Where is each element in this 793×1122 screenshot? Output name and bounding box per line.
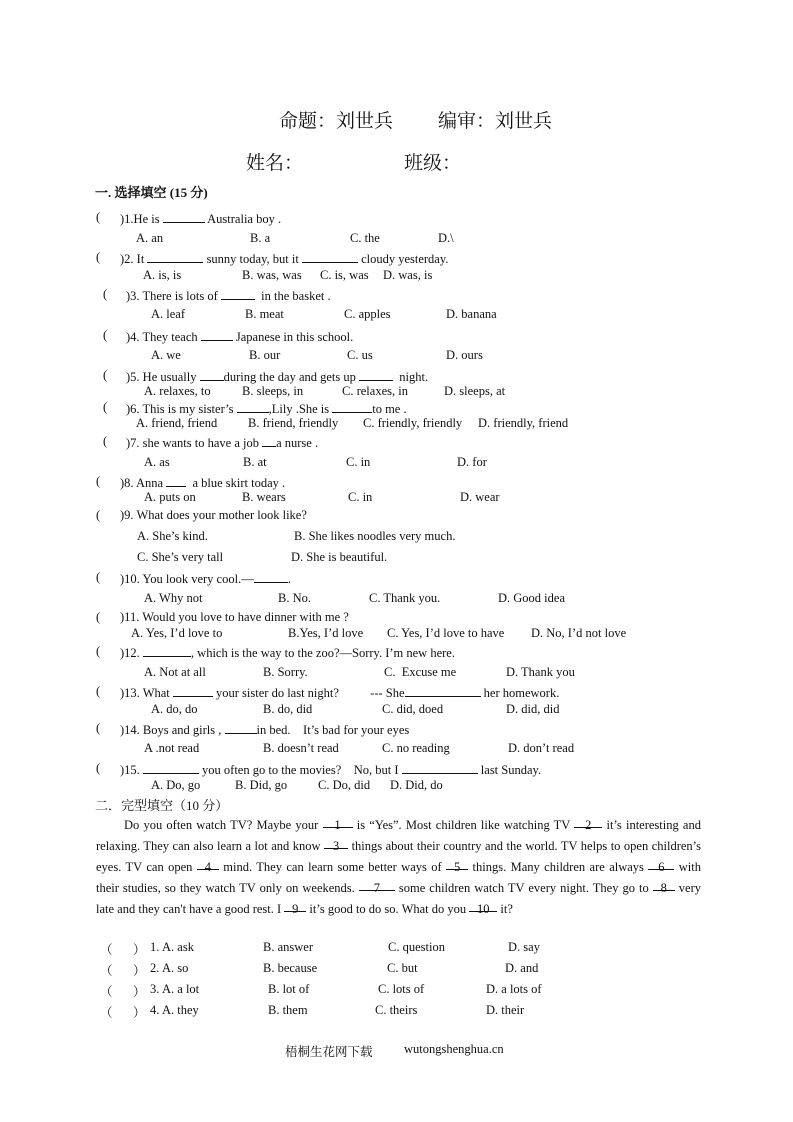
answer-blank[interactable] [332, 400, 372, 413]
blank-6: 6 [648, 857, 674, 870]
option-c: C. us [347, 348, 373, 362]
answer-paren-open: ( [103, 434, 108, 448]
option-a: A. puts on [144, 490, 196, 504]
answer-paren-open: ( [96, 210, 101, 224]
answer-paren-close[interactable]: ） [133, 943, 146, 957]
question-text: Would you love to have dinner with me ? [139, 610, 349, 624]
blank-4: 4 [197, 857, 219, 870]
section1-title: 一. 选择填空 (15 分) [95, 185, 208, 200]
question-text: Anna [133, 476, 167, 490]
option-a: A. an [136, 231, 164, 245]
question-1 [120, 210, 281, 227]
option-a: A. ask [162, 940, 194, 954]
answer-blank[interactable] [166, 474, 186, 487]
option-b: B.Yes, I’d love [288, 626, 364, 640]
option-c: C. the [350, 231, 380, 245]
answer-paren-close[interactable]: ) [126, 370, 131, 384]
answer-paren-open: （ [100, 1006, 113, 1020]
question-text: during the day and gets up [223, 370, 359, 384]
option-d: D. Thank you [506, 665, 575, 679]
option-a: A. leaf [151, 307, 186, 321]
question-number: 5. [130, 370, 140, 384]
answer-blank[interactable] [221, 287, 255, 300]
question-text: Boys and girls , [139, 723, 225, 737]
answer-blank[interactable] [254, 570, 288, 583]
option-a: A. Yes, I’d love to [131, 626, 223, 640]
option-b: B. them [268, 1003, 308, 1017]
answer-paren-open: ( [103, 400, 108, 414]
option-d: D. ours [446, 348, 483, 362]
option-c: C. did, doed [382, 702, 444, 716]
answer-paren-close[interactable]: ） [133, 964, 146, 978]
answer-paren-close[interactable]: ) [126, 436, 131, 450]
option-d: D. a lots of [486, 982, 542, 996]
option-d: D. sleeps, at [444, 384, 506, 398]
question-number: 10. [124, 572, 140, 586]
question-text: He usually [139, 370, 200, 384]
blank-9: 9 [284, 899, 306, 912]
answer-blank[interactable] [163, 210, 205, 223]
section2-title: 二．完型填空（10 分） [95, 798, 229, 813]
option-c: C. Excuse me [384, 665, 457, 679]
option-a: A. they [162, 1003, 199, 1017]
question-3 [126, 287, 331, 304]
question-text: sunny today, but it [203, 252, 302, 266]
option-a: A. do, do [151, 702, 198, 716]
answer-blank[interactable] [201, 328, 233, 341]
option-c: C. Yes, I’d love to have [387, 626, 505, 640]
answer-paren-close[interactable]: ) [126, 402, 131, 416]
option-b: B. lot of [268, 982, 310, 996]
option-a: A. She’s kind. [137, 529, 208, 543]
footer-site-name: 梧桐生花网下载 [285, 1045, 373, 1059]
answer-blank[interactable] [200, 368, 224, 381]
reviewer-label: 编审：刘世兵 [438, 111, 553, 132]
question-number: 12. [124, 646, 140, 660]
option-b: B. No. [278, 591, 311, 605]
option-c: C. relaxes, in [342, 384, 408, 398]
question-number: 13. [124, 686, 140, 700]
option-b: B. She likes noodles very much. [294, 529, 456, 543]
answer-paren-open: ( [96, 610, 101, 624]
answer-paren-close[interactable]: ) [120, 572, 125, 586]
question-text: to me . [372, 402, 407, 416]
answer-paren-open: ( [96, 684, 101, 698]
question-text: her homework. [480, 686, 560, 700]
option-b: B. Did, go [235, 778, 288, 792]
blank-8: 8 [653, 878, 675, 891]
option-a: A .not read [144, 741, 200, 755]
answer-blank[interactable] [143, 761, 199, 774]
answer-paren-close[interactable]: ) [120, 763, 125, 777]
answer-paren-close[interactable]: ) [126, 330, 131, 344]
option-d: D. say [508, 940, 540, 954]
question-number: 4. [150, 1003, 160, 1017]
option-a: A. a lot [162, 982, 200, 996]
option-d: D. their [486, 1003, 525, 1017]
question-text: Japanese in this school. [232, 330, 354, 344]
author-label: 命题：刘世兵 [279, 111, 394, 132]
answer-blank[interactable] [302, 250, 358, 263]
answer-blank[interactable] [143, 644, 191, 657]
answer-paren-close[interactable]: ) [120, 252, 125, 266]
question-number: 14. [124, 723, 140, 737]
question-text: . [287, 572, 291, 586]
option-b: B. wears [242, 490, 286, 504]
question-text: cloudy yesterday. [357, 252, 449, 266]
answer-paren-close[interactable]: ) [120, 686, 125, 700]
question-2 [120, 250, 448, 267]
option-b: B. was, was [242, 268, 302, 282]
question-8 [120, 474, 285, 491]
blank-2: 2 [574, 815, 602, 828]
option-c: C. She’s very tall [137, 550, 224, 564]
question-text: in bed. It’s bad for your eyes [256, 723, 410, 737]
question-text: It [133, 252, 148, 266]
class-label: 班级： [404, 153, 462, 174]
option-c: C. no reading [382, 741, 450, 755]
answer-blank[interactable] [173, 684, 213, 697]
option-a: A. relaxes, to [144, 384, 211, 398]
answer-paren-open: ( [96, 508, 101, 522]
option-d: D. was, is [383, 268, 433, 282]
option-b: B. friend, friendly [248, 416, 339, 430]
answer-paren-open: ( [103, 368, 108, 382]
question-10 [120, 570, 291, 587]
option-c: C. lots of [378, 982, 425, 996]
option-b: B. at [243, 455, 267, 469]
question-number: 11. [124, 610, 140, 624]
option-c: C. Do, did [318, 778, 371, 792]
option-c: C. friendly, friendly [363, 416, 463, 430]
question-number: 2. [150, 961, 160, 975]
question-text: your sister do last night? --- She [212, 686, 405, 700]
option-d: D. friendly, friend [478, 416, 569, 430]
footer-site-url: wutongshenghua.cn [404, 1042, 504, 1056]
option-d: D. for [457, 455, 487, 469]
question-number: 1. [124, 212, 134, 226]
question-text: You look very cool.— [139, 572, 254, 586]
answer-paren-close[interactable]: ) [120, 508, 125, 522]
question-6 [126, 400, 407, 417]
question-7 [126, 434, 318, 451]
answer-blank[interactable] [147, 250, 203, 263]
question-text: He is [133, 212, 163, 226]
answer-paren-open: ( [103, 287, 108, 301]
answer-paren-open: （ [100, 964, 113, 978]
option-d: D. Good idea [498, 591, 565, 605]
option-d: D. did, did [506, 702, 560, 716]
option-d: D. don’t read [508, 741, 575, 755]
answer-paren-open: （ [100, 985, 113, 999]
question-number: 8. [124, 476, 134, 490]
answer-paren-open: ( [96, 250, 101, 264]
option-b: B. Sorry. [263, 665, 308, 679]
answer-paren-close[interactable]: ） [133, 985, 146, 999]
answer-paren-close[interactable]: ) [120, 212, 125, 226]
name-label: 姓名： [246, 153, 304, 174]
option-c: C. theirs [375, 1003, 418, 1017]
question-text: a blue skirt today . [186, 476, 286, 490]
blank-7: 7 [359, 878, 395, 891]
answer-blank[interactable] [359, 368, 393, 381]
question-number: 3. [130, 289, 140, 303]
question-15 [120, 761, 541, 778]
answer-blank[interactable] [405, 684, 481, 697]
answer-paren-close[interactable]: ） [133, 1006, 146, 1020]
answer-paren-open: ( [96, 644, 101, 658]
option-d: D. and [505, 961, 539, 975]
question-number: 4. [130, 330, 140, 344]
question-number: 9. [124, 508, 134, 522]
option-d: D. She is beautiful. [291, 550, 388, 564]
question-text: This is my sister’s [139, 402, 237, 416]
option-b: B. our [249, 348, 281, 362]
blank-10: 10 [469, 899, 497, 912]
option-a: A. we [151, 348, 181, 362]
option-b: B. doesn’t read [263, 741, 339, 755]
option-c: C. is, was [320, 268, 369, 282]
answer-paren-close[interactable]: ) [120, 476, 125, 490]
option-d: D.\ [438, 231, 454, 245]
answer-paren-open: ( [96, 474, 101, 488]
answer-paren-open: ( [103, 328, 108, 342]
option-a: A. Not at all [144, 665, 206, 679]
question-text: , which is the way to the zoo?—Sorry. I’m new here. [190, 646, 455, 660]
blank-5: 5 [446, 857, 468, 870]
option-c: C. question [388, 940, 445, 954]
question-text: night. [393, 370, 429, 384]
blank-3: 3 [324, 836, 348, 849]
question-text: Australia boy . [204, 212, 282, 226]
question-text: What [139, 686, 173, 700]
answer-paren-open: （ [100, 943, 113, 957]
question-14 [120, 721, 409, 738]
question-text: you often go to the movies? No, but I [198, 763, 402, 777]
question-4 [126, 328, 353, 345]
answer-paren-open: ( [96, 721, 101, 735]
option-d: D. No, I’d not love [531, 626, 627, 640]
option-c: C. in [348, 490, 373, 504]
option-c: C. but [387, 961, 418, 975]
option-b: B. do, did [263, 702, 313, 716]
question-9 [120, 508, 307, 523]
question-text: a nurse . [276, 436, 319, 450]
question-5 [126, 368, 428, 385]
question-13 [120, 684, 559, 701]
blank-1: 1 [323, 815, 353, 828]
question-text: last Sunday. [477, 763, 542, 777]
answer-blank[interactable] [262, 434, 276, 447]
question-number: 7. [130, 436, 140, 450]
option-a: A. so [162, 961, 189, 975]
option-a: A. as [144, 455, 170, 469]
question-text: in the basket . [254, 289, 331, 303]
answer-paren-close[interactable]: ) [120, 723, 125, 737]
option-c: C. Thank you. [369, 591, 441, 605]
option-a: A. is, is [143, 268, 182, 282]
answer-blank[interactable] [237, 400, 269, 413]
question-text: There is lots of [139, 289, 221, 303]
answer-blank[interactable] [225, 721, 257, 734]
option-a: A. Why not [144, 591, 203, 605]
question-number: 2. [124, 252, 134, 266]
cloze-passage: Do you often watch TV? Maybe your 1 is “Yes”. Most children like watching TV 2 it’s interesting and relaxing. They can also learn a lot and know 3 things about their country and the world. TV helps to open children’s eyes. TV can open 4 mind. They can learn some better ways of 5 things. Many children are always 6 with their studies, so they watch TV only on weekends. 7 some children watch TV every night. They go to 8 very late and they can't have a good rest. I 9 it’s good to do so. What do you 10 it? [96, 815, 701, 920]
option-b: B. a [250, 231, 271, 245]
answer-paren-close[interactable]: ) [120, 646, 125, 660]
option-d: D. wear [460, 490, 500, 504]
question-number: 1. [150, 940, 160, 954]
option-d: D. Did, do [390, 778, 443, 792]
answer-paren-open: ( [96, 570, 101, 584]
option-a: A. friend, friend [136, 416, 218, 430]
answer-paren-close[interactable]: ) [126, 289, 131, 303]
option-a: A. Do, go [151, 778, 201, 792]
answer-paren-close[interactable]: ) [120, 610, 125, 624]
question-12 [120, 644, 455, 661]
question-number: 15. [124, 763, 140, 777]
option-d: D. banana [446, 307, 497, 321]
option-b: B. answer [263, 940, 313, 954]
option-c: C. apples [344, 307, 391, 321]
question-11 [120, 610, 349, 625]
answer-paren-open: ( [96, 761, 101, 775]
question-text: she wants to have a job [139, 436, 263, 450]
option-b: B. because [263, 961, 318, 975]
option-b: B. meat [245, 307, 284, 321]
option-b: B. sleeps, in [242, 384, 304, 398]
question-number: 6. [130, 402, 140, 416]
question-text: ,Lily .She is [268, 402, 333, 416]
question-text: They teach [139, 330, 201, 344]
option-c: C. in [346, 455, 371, 469]
answer-blank[interactable] [402, 761, 478, 774]
question-text: What does your mother look like? [133, 508, 307, 522]
question-number: 3. [150, 982, 160, 996]
